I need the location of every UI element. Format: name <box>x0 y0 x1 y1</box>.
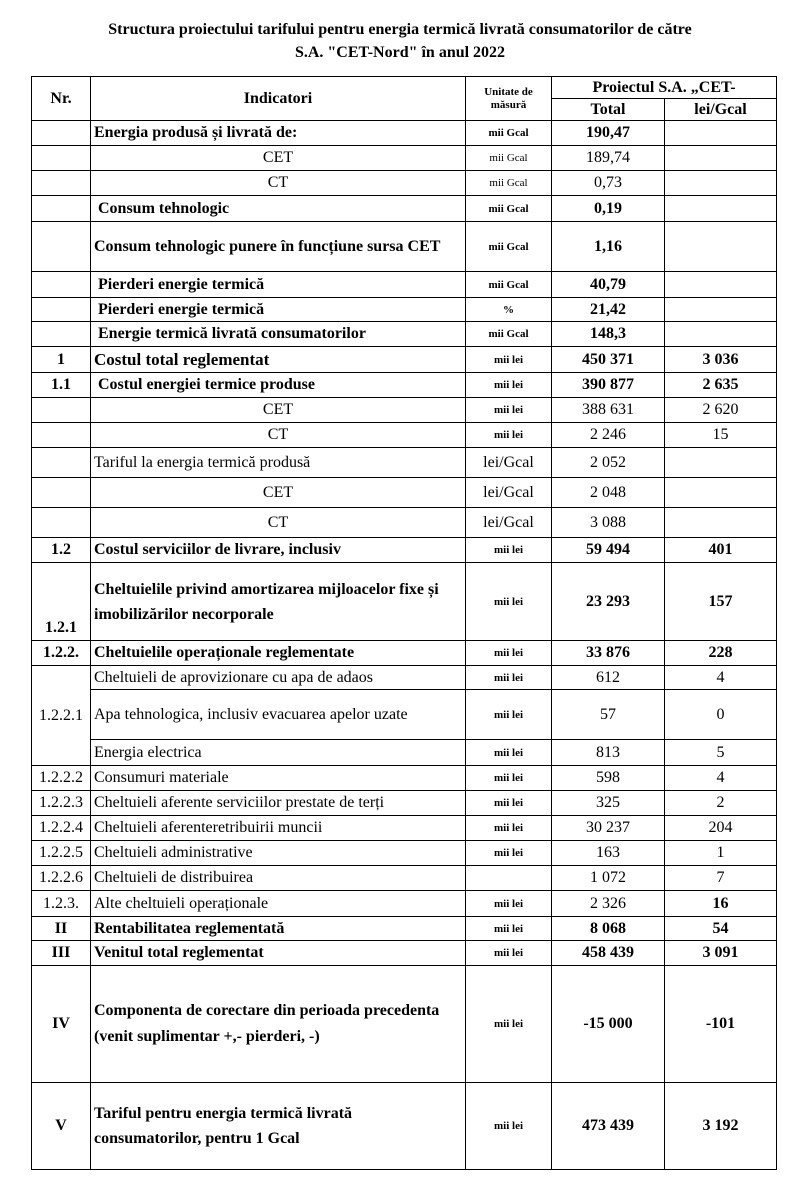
row-per-gcal: 3 036 <box>665 347 777 373</box>
row-unit: mii Gcal <box>466 146 552 171</box>
table-row <box>32 917 777 941</box>
row-total: 813 <box>552 740 665 766</box>
row-unit: lei/Gcal <box>466 478 552 508</box>
row-unit: % <box>466 298 552 322</box>
row-per-gcal: 401 <box>665 538 777 563</box>
header-project: Proiectul S.A. „CET- <box>552 77 777 99</box>
row-nr <box>32 121 91 146</box>
row-nr: 1.2.2.4 <box>32 816 91 841</box>
row-indicator: Rentabilitatea reglementată <box>91 917 466 941</box>
row-unit: lei/Gcal <box>466 448 552 478</box>
table-row <box>32 941 777 966</box>
row-nr: 1.2.1 <box>32 563 91 641</box>
row-unit: mii Gcal <box>466 196 552 222</box>
title-line-1: Structura proiectului tarifului pentru energia termică livrată consumatorilor de către <box>108 21 692 38</box>
row-nr <box>32 272 91 298</box>
row-per-gcal <box>665 121 777 146</box>
row-unit: mii lei <box>466 690 552 740</box>
row-per-gcal: 2 620 <box>665 398 777 423</box>
row-total: 598 <box>552 766 665 791</box>
row-unit: mii lei <box>466 917 552 941</box>
row-per-gcal: 3 192 <box>665 1083 777 1170</box>
row-nr: 1.1 <box>32 373 91 398</box>
row-total: 450 371 <box>552 347 665 373</box>
row-total: 3 088 <box>552 508 665 538</box>
table-row <box>32 740 777 766</box>
row-per-gcal: 5 <box>665 740 777 766</box>
row-indicator: Cheltuielile privind amortizarea mijloacelor fixe și imobilizărilor necorporale <box>91 563 466 641</box>
row-indicator: CET <box>91 146 466 171</box>
table-row <box>32 272 777 298</box>
row-indicator: Venitul total reglementat <box>91 941 466 966</box>
table-row <box>32 448 777 478</box>
row-total: 21,42 <box>552 298 665 322</box>
row-total: 458 439 <box>552 941 665 966</box>
row-indicator: Costul energiei termice produse <box>91 373 466 398</box>
row-total: -15 000 <box>552 966 665 1083</box>
row-indicator: Consum tehnologic punere în funcțiune sursa CET <box>91 222 466 272</box>
row-nr <box>32 196 91 222</box>
row-nr <box>32 478 91 508</box>
table-row <box>32 690 777 740</box>
row-unit: mii Gcal <box>466 222 552 272</box>
row-unit: mii lei <box>466 563 552 641</box>
row-total: 40,79 <box>552 272 665 298</box>
row-total: 2 052 <box>552 448 665 478</box>
row-nr <box>32 222 91 272</box>
table-row <box>32 347 777 373</box>
table-row <box>32 478 777 508</box>
table-row <box>32 791 777 816</box>
row-nr: 1.2 <box>32 538 91 563</box>
row-per-gcal: 54 <box>665 917 777 941</box>
table-row <box>32 538 777 563</box>
row-indicator: Energia electrica <box>91 740 466 766</box>
row-unit: mii lei <box>466 740 552 766</box>
row-unit: mii lei <box>466 966 552 1083</box>
row-nr <box>32 146 91 171</box>
row-total: 163 <box>552 841 665 866</box>
row-per-gcal: 157 <box>665 563 777 641</box>
row-total: 390 877 <box>552 373 665 398</box>
row-per-gcal: 16 <box>665 891 777 917</box>
row-per-gcal: 15 <box>665 423 777 448</box>
row-nr: 1.2.2.1 <box>32 666 91 766</box>
row-nr: 1.2.2.3 <box>32 791 91 816</box>
row-total: 388 631 <box>552 398 665 423</box>
row-nr: 1.2.2. <box>32 641 91 666</box>
row-nr <box>32 298 91 322</box>
row-indicator: Cheltuieli aferenteretribuirii muncii <box>91 816 466 841</box>
row-per-gcal <box>665 196 777 222</box>
row-indicator: Consum tehnologic <box>91 196 466 222</box>
row-total: 1,16 <box>552 222 665 272</box>
row-unit: mii lei <box>466 373 552 398</box>
row-unit: mii lei <box>466 538 552 563</box>
row-per-gcal: 2 <box>665 791 777 816</box>
table-row <box>32 641 777 666</box>
row-per-gcal: -101 <box>665 966 777 1083</box>
row-indicator: Costul total reglementat <box>91 347 466 373</box>
table-row <box>32 423 777 448</box>
tariff-table <box>31 76 777 1170</box>
table-row <box>32 563 777 641</box>
row-unit: mii Gcal <box>466 121 552 146</box>
row-nr: 1 <box>32 347 91 373</box>
row-indicator: Tariful la energia termică produsă <box>91 448 466 478</box>
title-line-2: S.A. "CET-Nord" în anul 2022 <box>294 44 506 61</box>
row-per-gcal: 1 <box>665 841 777 866</box>
row-per-gcal: 7 <box>665 866 777 891</box>
row-nr: 1.2.2.6 <box>32 866 91 891</box>
table-row <box>32 196 777 222</box>
table-row <box>32 766 777 791</box>
row-indicator: CET <box>91 478 466 508</box>
row-total: 2 246 <box>552 423 665 448</box>
table-row <box>32 222 777 272</box>
row-per-gcal: 2 635 <box>665 373 777 398</box>
row-nr <box>32 171 91 196</box>
row-indicator: CT <box>91 423 466 448</box>
row-indicator: Cheltuieli administrative <box>91 841 466 866</box>
row-indicator: Pierderi energie termică <box>91 272 466 298</box>
row-unit: lei/Gcal <box>466 508 552 538</box>
header-unit-line-2: măsură <box>490 98 527 111</box>
table-row <box>32 1083 777 1170</box>
row-unit: mii lei <box>466 816 552 841</box>
row-unit: mii lei <box>466 666 552 690</box>
row-unit: mii Gcal <box>466 322 552 347</box>
row-total: 33 876 <box>552 641 665 666</box>
row-indicator: Energie termică livrată consumatorilor <box>91 322 466 347</box>
row-unit: mii lei <box>466 398 552 423</box>
row-indicator: Cheltuielile operaționale reglementate <box>91 641 466 666</box>
row-unit: mii lei <box>466 423 552 448</box>
header-nr: Nr. <box>32 77 91 121</box>
row-per-gcal: 4 <box>665 666 777 690</box>
row-total: 473 439 <box>552 1083 665 1170</box>
row-per-gcal <box>665 478 777 508</box>
row-unit: mii lei <box>466 641 552 666</box>
row-per-gcal <box>665 146 777 171</box>
row-total: 2 326 <box>552 891 665 917</box>
row-nr: IV <box>32 966 91 1083</box>
row-indicator: Costul serviciilor de livrare, inclusiv <box>91 538 466 563</box>
table-row <box>32 298 777 322</box>
row-indicator: Cheltuieli de distribuirea <box>91 866 466 891</box>
header-unit <box>466 77 552 121</box>
row-total: 190,47 <box>552 121 665 146</box>
table-row <box>32 508 777 538</box>
row-total: 325 <box>552 791 665 816</box>
row-per-gcal: 228 <box>665 641 777 666</box>
row-indicator: Consumuri materiale <box>91 766 466 791</box>
row-indicator: Componenta de corectare din perioada precedenta (venit suplimentar +,- pierderi, -) <box>91 966 466 1083</box>
row-unit: mii lei <box>466 347 552 373</box>
row-nr <box>32 448 91 478</box>
row-nr <box>32 508 91 538</box>
table-row <box>32 322 777 347</box>
row-unit: mii lei <box>466 1083 552 1170</box>
row-unit: mii lei <box>466 891 552 917</box>
table-row <box>32 891 777 917</box>
header-row-1 <box>32 77 777 99</box>
row-indicator: Apa tehnologica, inclusiv evacuarea apelor uzate <box>91 690 466 740</box>
table-row <box>32 121 777 146</box>
row-unit: mii Gcal <box>466 272 552 298</box>
table-row <box>32 666 777 690</box>
row-total: 148,3 <box>552 322 665 347</box>
row-nr: III <box>32 941 91 966</box>
row-total: 57 <box>552 690 665 740</box>
row-total: 8 068 <box>552 917 665 941</box>
table-row <box>32 398 777 423</box>
table-row <box>32 373 777 398</box>
row-per-gcal <box>665 448 777 478</box>
row-per-gcal: 3 091 <box>665 941 777 966</box>
table-row <box>32 966 777 1083</box>
row-unit: mii lei <box>466 841 552 866</box>
row-unit: mii lei <box>466 941 552 966</box>
row-per-gcal <box>665 298 777 322</box>
row-indicator: Cheltuieli aferente serviciilor prestate de terți <box>91 791 466 816</box>
row-per-gcal <box>665 508 777 538</box>
row-total: 0,73 <box>552 171 665 196</box>
row-indicator: Alte cheltuieli operaționale <box>91 891 466 917</box>
row-nr: II <box>32 917 91 941</box>
row-unit: mii lei <box>466 791 552 816</box>
row-total: 23 293 <box>552 563 665 641</box>
row-nr: V <box>32 1083 91 1170</box>
row-per-gcal <box>665 222 777 272</box>
row-nr <box>32 322 91 347</box>
row-total: 2 048 <box>552 478 665 508</box>
table-row <box>32 171 777 196</box>
row-indicator: CT <box>91 508 466 538</box>
row-unit: mii lei <box>466 766 552 791</box>
row-unit <box>466 866 552 891</box>
row-indicator: CT <box>91 171 466 196</box>
row-indicator: Pierderi energie termică <box>91 298 466 322</box>
row-total: 189,74 <box>552 146 665 171</box>
row-per-gcal <box>665 322 777 347</box>
row-nr <box>32 398 91 423</box>
table-row <box>32 816 777 841</box>
row-indicator: Cheltuieli de aprovizionare cu apa de adaos <box>91 666 466 690</box>
row-total: 59 494 <box>552 538 665 563</box>
row-per-gcal <box>665 171 777 196</box>
row-total: 1 072 <box>552 866 665 891</box>
row-nr: 1.2.2.2 <box>32 766 91 791</box>
header-indicatori: Indicatori <box>91 77 466 121</box>
row-indicator: Tariful pentru energia termică livrată consumatorilor, pentru 1 Gcal <box>91 1083 466 1170</box>
row-indicator: CET <box>91 398 466 423</box>
row-unit: mii Gcal <box>466 171 552 196</box>
row-total: 30 237 <box>552 816 665 841</box>
document-title <box>0 18 800 64</box>
row-per-gcal <box>665 272 777 298</box>
row-total: 612 <box>552 666 665 690</box>
header-per-gcal: lei/Gcal <box>665 99 777 121</box>
table-row <box>32 866 777 891</box>
row-per-gcal: 4 <box>665 766 777 791</box>
row-nr <box>32 423 91 448</box>
row-nr: 1.2.3. <box>32 891 91 917</box>
table-row <box>32 841 777 866</box>
row-per-gcal: 204 <box>665 816 777 841</box>
row-per-gcal: 0 <box>665 690 777 740</box>
header-total: Total <box>552 99 665 121</box>
table-row <box>32 146 777 171</box>
header-unit-line-1: Unitate de <box>484 85 533 98</box>
row-total: 0,19 <box>552 196 665 222</box>
row-nr: 1.2.2.5 <box>32 841 91 866</box>
row-indicator: Energia produsă și livrată de: <box>91 121 466 146</box>
